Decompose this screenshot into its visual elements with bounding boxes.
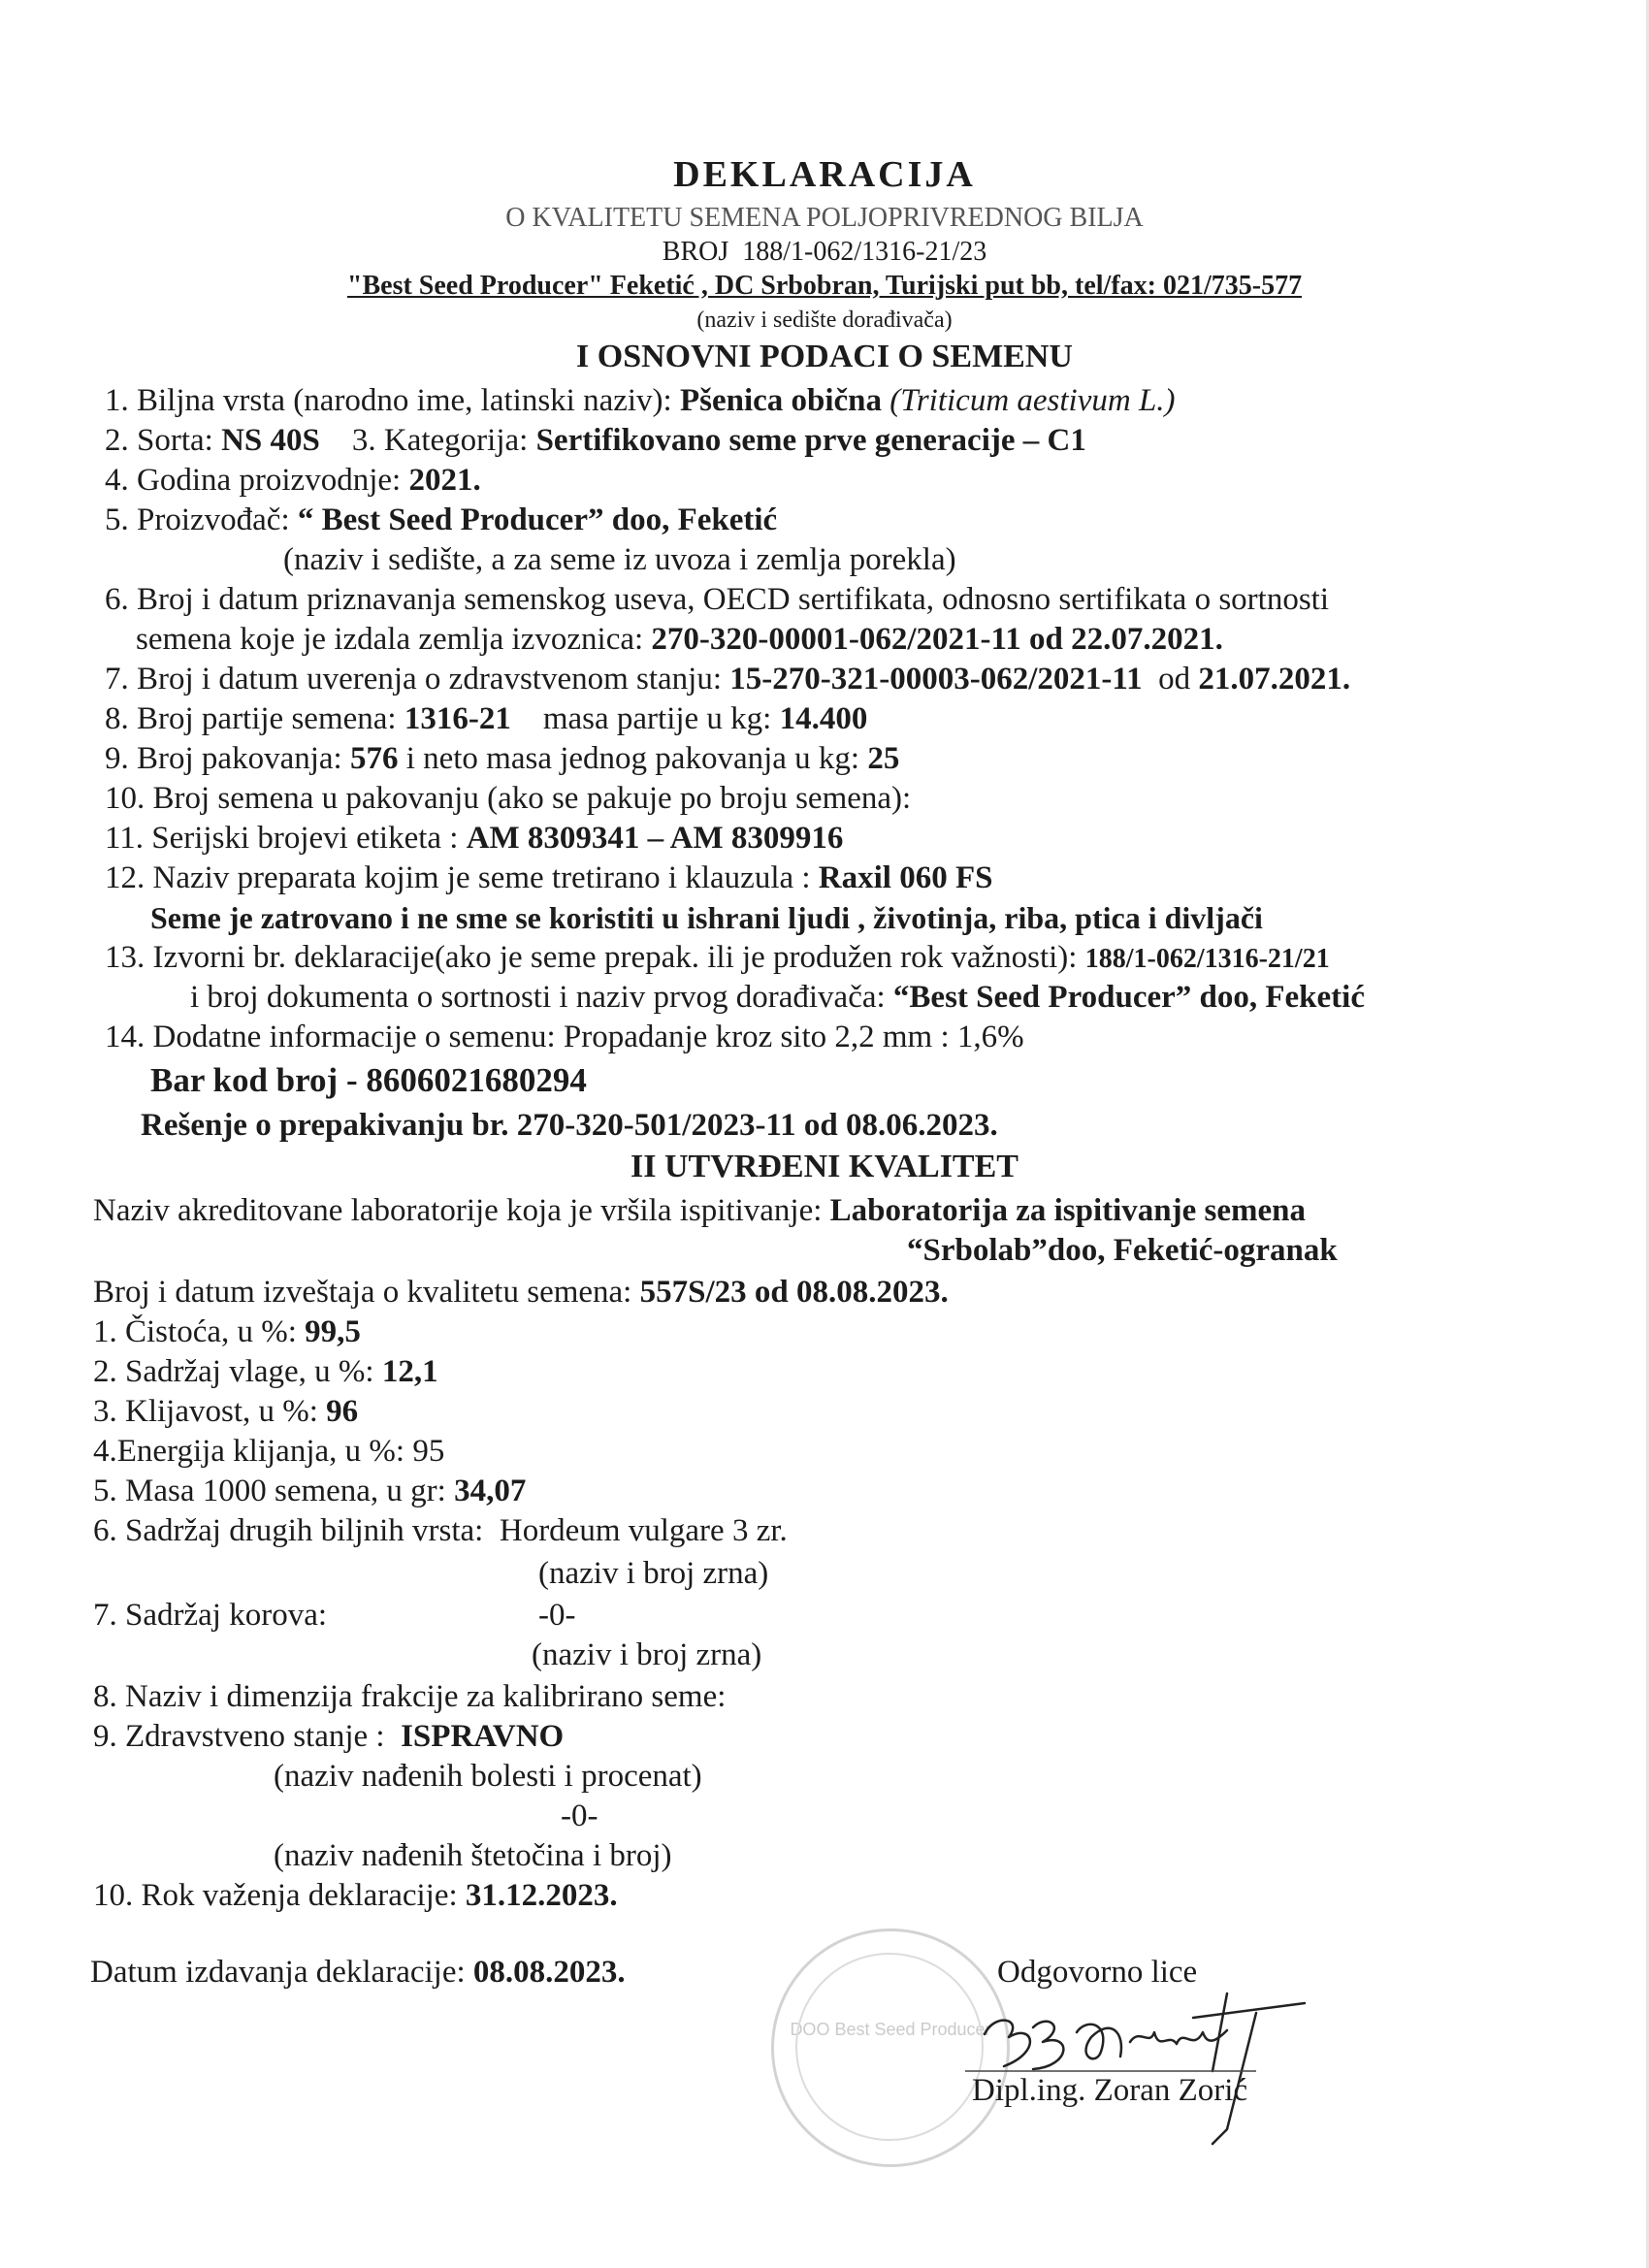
section1-title: I OSNOVNI PODACI O SEMENU [576, 339, 1073, 374]
item7-label: 7. Broj i datum uverenja o zdravstvenom stanju: [105, 662, 723, 697]
item9-value: 576 [349, 741, 399, 776]
q9-note-a: (naziv nađenih bolesti i procenat) [274, 1759, 702, 1794]
item13-value: 188/1-062/1316-21/21 [1084, 944, 1330, 974]
item-1 [105, 381, 1176, 420]
document-title: DEKLARACIJA [673, 154, 976, 195]
q6-note: (naziv i broj zrna) [538, 1556, 769, 1591]
item-13b [190, 978, 1365, 1017]
lab-line [93, 1191, 1306, 1230]
number-label: BROJ [662, 237, 729, 267]
q4-value: 95 [412, 1434, 445, 1469]
number-value: 188/1-062/1316-21/23 [742, 237, 987, 267]
issue-label: Datum izdavanja deklaracije: [90, 1955, 466, 1990]
item12-value: Raxil 060 FS [818, 860, 993, 895]
item5-value: “ Best Seed Producer” doo, Feketić [297, 502, 778, 537]
quality-4 [93, 1432, 444, 1471]
q9-value: ISPRAVNO [401, 1719, 565, 1754]
quality-2 [93, 1352, 438, 1391]
q1-value: 99,5 [305, 1314, 361, 1349]
q10-label: 10. Rok važenja deklaracije: [93, 1878, 458, 1913]
q9-zero: -0- [561, 1798, 598, 1833]
issue-value: 08.08.2023. [472, 1955, 626, 1990]
item6-value: 270-320-00001-062/2021-11 od 22.07.2021. [651, 622, 1223, 657]
item-11 [105, 819, 843, 858]
item7-od: od [1158, 662, 1191, 697]
item-8 [105, 699, 867, 738]
lab-value-b: “Srbolab”doo, Feketić-ogranak [907, 1233, 1338, 1268]
item10-label: 10. Broj semena u pakovanju (ako se pakuje po broju semena): [105, 781, 912, 816]
document-number [0, 233, 1649, 272]
q6-label: 6. Sadržaj drugih biljnih vrsta: [93, 1513, 484, 1548]
lab-label: Naziv akreditovane laboratorije koja je vršila ispitivanje: [93, 1193, 823, 1228]
q3-label: 3. Klijavost, u %: [93, 1394, 318, 1429]
q9-note-b: (naziv nađenih štetočina i broj) [274, 1838, 672, 1873]
item4-label: 4. Godina proizvodnje: [105, 463, 402, 498]
quality-6 [93, 1511, 788, 1550]
processor-line: "Best Seed Producer" Feketić , DC Srbobran, Turijski put bb, tel/fax: 021/735-577 [346, 271, 1303, 301]
item-12 [105, 859, 992, 897]
repack-line: Rešenje o prepakivanju br. 270-320-501/2023-11 od 08.06.2023. [141, 1108, 998, 1143]
document-subtitle: O KVALITETU SEMENA POLJOPRIVREDNOG BILJA [505, 203, 1144, 233]
responsible-label: Odgovorno lice [997, 1955, 1198, 1990]
issue-line [90, 1953, 626, 1992]
item9-net-value: 25 [867, 741, 900, 776]
stamp-text: DOO Best Seed Producer [790, 2020, 991, 2039]
item-2-3 [105, 421, 1086, 460]
item-14 [105, 1018, 1024, 1056]
item-5 [105, 501, 777, 539]
item9-label: 9. Broj pakovanja: [105, 741, 342, 776]
q1-label: 1. Čistoća, u %: [93, 1314, 297, 1349]
q7-note: (naziv i broj zrna) [532, 1637, 762, 1672]
quality-10 [93, 1876, 618, 1915]
item7-date: 21.07.2021. [1198, 662, 1351, 697]
q2-value: 12,1 [381, 1354, 438, 1389]
item7-value: 15-270-321-00003-062/2021-11 [729, 662, 1143, 697]
item9-net-label: i neto masa jednog pakovanja u kg: [405, 741, 860, 776]
quality-5 [93, 1472, 526, 1510]
item8-mass-value: 14.400 [779, 701, 868, 736]
lab-value: Laboratorija za ispitivanje semena [829, 1193, 1307, 1228]
item5-label: 5. Proizvođač: [105, 502, 290, 537]
item12-label: 12. Naziv preparata kojim je seme tretirano i klauzula : [105, 860, 811, 895]
q5-value: 34,07 [454, 1474, 527, 1508]
barcode-line: Bar kod broj - 8606021680294 [150, 1061, 587, 1099]
quality-1 [93, 1312, 361, 1351]
q8-label: 8. Naziv i dimenzija frakcije za kalibrirano seme: [93, 1679, 727, 1714]
item5-note: (naziv i sedište, a za seme iz uvoza i zemlja porekla) [283, 542, 956, 577]
item8-value: 1316-21 [404, 701, 511, 736]
item14-value: Propadanje kroz sito 2,2 mm : 1,6% [563, 1020, 1024, 1054]
item11-label: 11. Serijski brojevi etiketa : [105, 821, 459, 856]
section2-title: II UTVRĐENI KVALITET [630, 1149, 1018, 1184]
item-4 [105, 461, 481, 500]
item11-value: AM 8309341 – AM 8309916 [466, 821, 844, 856]
item-9 [105, 739, 899, 778]
item14-label: 14. Dodatne informacije o semenu: [105, 1020, 556, 1054]
q4-label: 4.Energija klijanja, u %: [93, 1434, 405, 1469]
item-6 [136, 620, 1223, 659]
item-7 [105, 660, 1350, 698]
quality-9 [93, 1717, 564, 1756]
item1-value: Pšenica obična [679, 383, 883, 418]
q5-label: 5. Masa 1000 semena, u gr: [93, 1474, 446, 1508]
q6-value: Hordeum vulgare 3 zr. [499, 1513, 788, 1548]
item13-value-b: “Best Seed Producer” doo, Feketić [892, 980, 1365, 1015]
responsible-name: Dipl.ing. Zoran Zorić [972, 2073, 1248, 2108]
item8-mass-label: masa partije u kg: [542, 701, 772, 736]
report-value: 557S/23 od 08.08.2023. [639, 1275, 949, 1310]
item4-value: 2021. [408, 463, 481, 498]
quality-3 [93, 1392, 358, 1431]
processor-note: (naziv i sedište dorađivača) [696, 308, 953, 333]
q7-value: -0- [538, 1598, 576, 1633]
item13-label-b: i broj dokumenta o sortnosti i naziv prvog dorađivača: [190, 980, 886, 1015]
q10-value: 31.12.2023. [465, 1878, 618, 1913]
item-13 [105, 938, 1330, 979]
item3-label: 3. Kategorija: [351, 423, 529, 458]
q3-value: 96 [326, 1394, 359, 1429]
item2-label: 2. Sorta: [105, 423, 213, 458]
report-line [93, 1273, 949, 1312]
item1-label: 1. Biljna vrsta (narodno ime, latinski naziv): [105, 383, 672, 418]
item6-label-b: semena koje je izdala zemlja izvoznica: [136, 622, 644, 657]
q2-label: 2. Sadržaj vlage, u %: [93, 1354, 374, 1389]
item8-label: 8. Broj partije semena: [105, 701, 397, 736]
item13-label: 13. Izvorni br. deklaracije(ako je seme prepak. ili je produžen rok važnosti): [105, 940, 1078, 975]
item1-latin: (Triticum aestivum L.) [889, 383, 1176, 418]
item2-value: NS 40S [221, 423, 320, 458]
report-label: Broj i datum izveštaja o kvalitetu semena: [93, 1275, 632, 1310]
item12-warning: Seme je zatrovano i ne sme se koristiti u ishrani ljudi , životinja, riba, ptica i divljači [150, 900, 1263, 935]
item3-value: Sertifikovano seme prve generacije – C1 [535, 423, 1086, 458]
q7-label: 7. Sadržaj korova: [93, 1598, 328, 1633]
q9-label: 9. Zdravstveno stanje : [93, 1719, 385, 1754]
item6-label-a: 6. Broj i datum priznavanja semenskog useva, OECD sertifikata, odnosno sertifikata o sortnosti [105, 582, 1329, 617]
